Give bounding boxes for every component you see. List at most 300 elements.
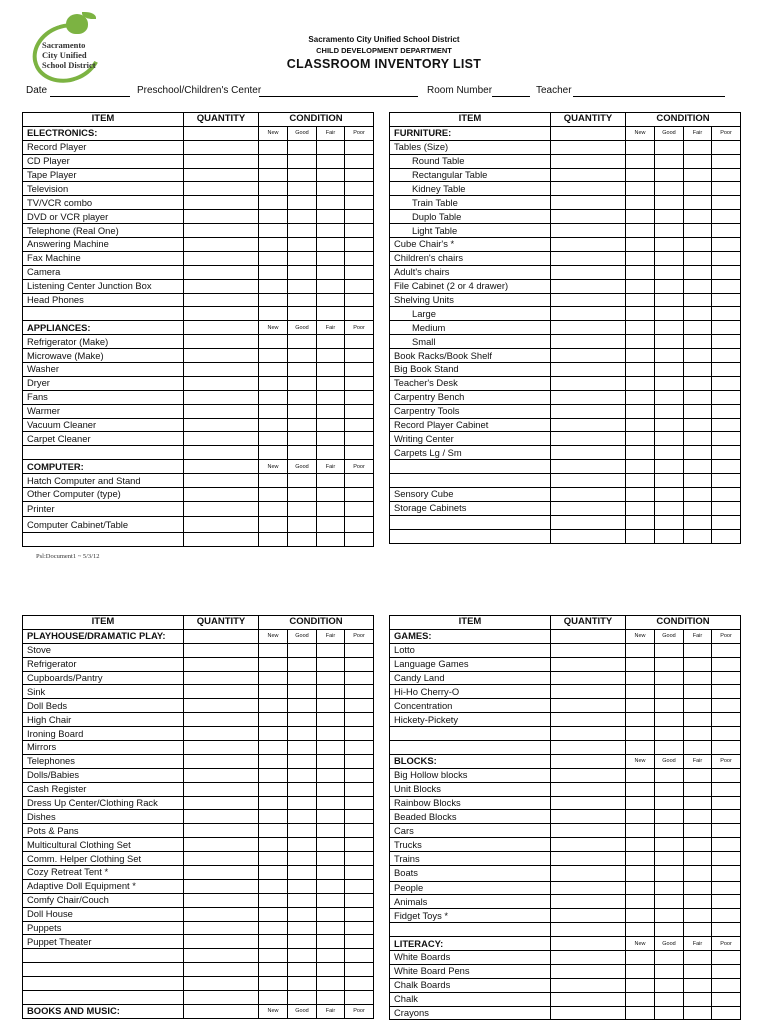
- quantity-cell[interactable]: [184, 796, 259, 810]
- condition-cell-fair[interactable]: [684, 404, 712, 418]
- condition-cell-new[interactable]: [259, 182, 288, 196]
- condition-cell-good[interactable]: [655, 349, 684, 363]
- condition-cell-good[interactable]: [288, 893, 317, 907]
- condition-cell-new[interactable]: [259, 907, 288, 921]
- quantity-cell[interactable]: [551, 279, 626, 293]
- condition-cell-good[interactable]: [288, 376, 317, 390]
- condition-cell-fair[interactable]: [317, 418, 345, 432]
- condition-cell-poor[interactable]: [345, 265, 374, 279]
- condition-cell-poor[interactable]: [712, 474, 741, 488]
- condition-cell-poor[interactable]: [712, 852, 741, 866]
- condition-cell-fair[interactable]: [684, 376, 712, 390]
- condition-cell-fair[interactable]: [684, 390, 712, 404]
- condition-cell-poor[interactable]: [345, 501, 374, 517]
- quantity-cell[interactable]: [184, 293, 259, 307]
- condition-cell-fair[interactable]: [684, 964, 712, 978]
- quantity-cell[interactable]: [551, 196, 626, 210]
- condition-cell-fair[interactable]: [684, 810, 712, 824]
- condition-cell-fair[interactable]: [317, 893, 345, 907]
- condition-cell-good[interactable]: [655, 307, 684, 321]
- quantity-cell[interactable]: [551, 335, 626, 349]
- quantity-cell[interactable]: [184, 852, 259, 866]
- condition-cell-poor[interactable]: [712, 210, 741, 224]
- condition-cell-new[interactable]: [259, 293, 288, 307]
- quantity-cell[interactable]: [184, 460, 259, 474]
- condition-cell-fair[interactable]: [317, 824, 345, 838]
- condition-cell-new[interactable]: [626, 363, 655, 377]
- condition-cell-new[interactable]: [259, 446, 288, 460]
- condition-cell-good[interactable]: [655, 446, 684, 460]
- condition-cell-poor[interactable]: [345, 432, 374, 446]
- condition-cell-poor[interactable]: [712, 881, 741, 895]
- condition-cell-new[interactable]: [626, 782, 655, 796]
- quantity-cell[interactable]: [184, 907, 259, 921]
- condition-cell-poor[interactable]: [345, 796, 374, 810]
- quantity-cell[interactable]: [184, 349, 259, 363]
- quantity-cell[interactable]: [184, 685, 259, 699]
- condition-cell-poor[interactable]: [345, 196, 374, 210]
- quantity-cell[interactable]: [551, 363, 626, 377]
- condition-cell-poor[interactable]: [712, 671, 741, 685]
- condition-cell-new[interactable]: [626, 376, 655, 390]
- condition-cell-poor[interactable]: [712, 224, 741, 238]
- quantity-cell[interactable]: [551, 293, 626, 307]
- condition-cell-new[interactable]: [259, 991, 288, 1005]
- condition-cell-new[interactable]: [626, 279, 655, 293]
- condition-cell-fair[interactable]: [684, 1006, 712, 1020]
- condition-cell-poor[interactable]: [345, 713, 374, 727]
- condition-cell-good[interactable]: [655, 699, 684, 713]
- quantity-cell[interactable]: [184, 699, 259, 713]
- quantity-cell[interactable]: [184, 376, 259, 390]
- condition-cell-good[interactable]: [288, 418, 317, 432]
- condition-cell-poor[interactable]: [712, 460, 741, 474]
- condition-cell-new[interactable]: [259, 935, 288, 949]
- condition-cell-good[interactable]: [288, 643, 317, 657]
- quantity-cell[interactable]: [551, 488, 626, 502]
- condition-cell-poor[interactable]: [712, 768, 741, 782]
- quantity-cell[interactable]: [551, 713, 626, 727]
- condition-cell-fair[interactable]: [684, 685, 712, 699]
- condition-cell-fair[interactable]: [317, 671, 345, 685]
- condition-cell-poor[interactable]: [345, 238, 374, 252]
- condition-cell-good[interactable]: [655, 432, 684, 446]
- condition-cell-new[interactable]: [259, 474, 288, 488]
- condition-cell-fair[interactable]: [684, 488, 712, 502]
- condition-cell-new[interactable]: [259, 643, 288, 657]
- condition-cell-new[interactable]: [626, 671, 655, 685]
- condition-cell-poor[interactable]: [712, 810, 741, 824]
- condition-cell-new[interactable]: [259, 921, 288, 935]
- condition-cell-fair[interactable]: [684, 950, 712, 964]
- condition-cell-good[interactable]: [655, 741, 684, 755]
- condition-cell-good[interactable]: [288, 307, 317, 321]
- condition-cell-new[interactable]: [626, 182, 655, 196]
- condition-cell-new[interactable]: [259, 977, 288, 991]
- condition-cell-poor[interactable]: [712, 376, 741, 390]
- condition-cell-poor[interactable]: [712, 699, 741, 713]
- condition-cell-good[interactable]: [655, 390, 684, 404]
- condition-cell-fair[interactable]: [317, 532, 345, 546]
- teacher-field[interactable]: [573, 96, 725, 97]
- quantity-cell[interactable]: [184, 963, 259, 977]
- condition-cell-fair[interactable]: [684, 460, 712, 474]
- quantity-cell[interactable]: [551, 349, 626, 363]
- condition-cell-new[interactable]: [626, 895, 655, 909]
- quantity-cell[interactable]: [184, 404, 259, 418]
- condition-cell-fair[interactable]: [317, 949, 345, 963]
- condition-cell-fair[interactable]: [684, 881, 712, 895]
- quantity-cell[interactable]: [184, 754, 259, 768]
- condition-cell-good[interactable]: [655, 810, 684, 824]
- condition-cell-new[interactable]: [626, 978, 655, 992]
- condition-cell-new[interactable]: [259, 307, 288, 321]
- condition-cell-poor[interactable]: [712, 992, 741, 1006]
- quantity-cell[interactable]: [551, 446, 626, 460]
- quantity-cell[interactable]: [551, 501, 626, 515]
- condition-cell-good[interactable]: [288, 532, 317, 546]
- condition-cell-fair[interactable]: [317, 921, 345, 935]
- quantity-cell[interactable]: [551, 782, 626, 796]
- condition-cell-new[interactable]: [626, 251, 655, 265]
- condition-cell-good[interactable]: [288, 154, 317, 168]
- condition-cell-fair[interactable]: [684, 321, 712, 335]
- condition-cell-fair[interactable]: [684, 768, 712, 782]
- condition-cell-fair[interactable]: [684, 432, 712, 446]
- quantity-cell[interactable]: [551, 224, 626, 238]
- condition-cell-poor[interactable]: [712, 1006, 741, 1020]
- quantity-cell[interactable]: [184, 671, 259, 685]
- condition-cell-fair[interactable]: [684, 196, 712, 210]
- condition-cell-good[interactable]: [655, 474, 684, 488]
- condition-cell-good[interactable]: [655, 768, 684, 782]
- quantity-cell[interactable]: [184, 838, 259, 852]
- condition-cell-good[interactable]: [288, 335, 317, 349]
- condition-cell-new[interactable]: [626, 909, 655, 923]
- quantity-cell[interactable]: [551, 251, 626, 265]
- condition-cell-poor[interactable]: [712, 501, 741, 515]
- condition-cell-good[interactable]: [655, 418, 684, 432]
- quantity-cell[interactable]: [184, 140, 259, 154]
- condition-cell-fair[interactable]: [684, 866, 712, 882]
- condition-cell-poor[interactable]: [712, 363, 741, 377]
- quantity-cell[interactable]: [551, 307, 626, 321]
- condition-cell-good[interactable]: [655, 950, 684, 964]
- condition-cell-good[interactable]: [288, 977, 317, 991]
- condition-cell-fair[interactable]: [317, 977, 345, 991]
- condition-cell-good[interactable]: [655, 238, 684, 252]
- condition-cell-new[interactable]: [626, 390, 655, 404]
- condition-cell-good[interactable]: [655, 224, 684, 238]
- quantity-cell[interactable]: [551, 126, 626, 140]
- quantity-cell[interactable]: [184, 768, 259, 782]
- quantity-cell[interactable]: [184, 879, 259, 893]
- quantity-cell[interactable]: [551, 265, 626, 279]
- condition-cell-good[interactable]: [655, 501, 684, 515]
- condition-cell-new[interactable]: [259, 196, 288, 210]
- condition-cell-poor[interactable]: [712, 182, 741, 196]
- condition-cell-good[interactable]: [655, 182, 684, 196]
- condition-cell-new[interactable]: [626, 321, 655, 335]
- condition-cell-poor[interactable]: [712, 265, 741, 279]
- quantity-cell[interactable]: [184, 741, 259, 755]
- quantity-cell[interactable]: [551, 727, 626, 741]
- condition-cell-fair[interactable]: [317, 182, 345, 196]
- condition-cell-new[interactable]: [259, 866, 288, 880]
- condition-cell-poor[interactable]: [712, 643, 741, 657]
- condition-cell-new[interactable]: [626, 881, 655, 895]
- quantity-cell[interactable]: [184, 991, 259, 1005]
- condition-cell-good[interactable]: [288, 196, 317, 210]
- condition-cell-good[interactable]: [655, 515, 684, 529]
- condition-cell-good[interactable]: [288, 474, 317, 488]
- condition-cell-good[interactable]: [655, 685, 684, 699]
- condition-cell-fair[interactable]: [684, 643, 712, 657]
- condition-cell-new[interactable]: [259, 517, 288, 533]
- condition-cell-new[interactable]: [259, 376, 288, 390]
- condition-cell-fair[interactable]: [684, 210, 712, 224]
- quantity-cell[interactable]: [551, 909, 626, 923]
- quantity-cell[interactable]: [184, 418, 259, 432]
- quantity-cell[interactable]: [551, 474, 626, 488]
- condition-cell-poor[interactable]: [712, 196, 741, 210]
- condition-cell-poor[interactable]: [712, 838, 741, 852]
- condition-cell-good[interactable]: [655, 321, 684, 335]
- condition-cell-poor[interactable]: [345, 532, 374, 546]
- condition-cell-fair[interactable]: [317, 363, 345, 377]
- condition-cell-new[interactable]: [626, 224, 655, 238]
- condition-cell-poor[interactable]: [712, 923, 741, 937]
- quantity-cell[interactable]: [184, 824, 259, 838]
- condition-cell-good[interactable]: [655, 404, 684, 418]
- condition-cell-poor[interactable]: [712, 335, 741, 349]
- condition-cell-fair[interactable]: [317, 224, 345, 238]
- condition-cell-poor[interactable]: [345, 446, 374, 460]
- condition-cell-good[interactable]: [288, 488, 317, 502]
- condition-cell-good[interactable]: [288, 949, 317, 963]
- date-field[interactable]: [50, 96, 130, 97]
- condition-cell-new[interactable]: [626, 727, 655, 741]
- quantity-cell[interactable]: [184, 335, 259, 349]
- condition-cell-poor[interactable]: [712, 154, 741, 168]
- condition-cell-poor[interactable]: [712, 432, 741, 446]
- condition-cell-new[interactable]: [626, 335, 655, 349]
- condition-cell-poor[interactable]: [712, 978, 741, 992]
- condition-cell-good[interactable]: [655, 796, 684, 810]
- condition-cell-poor[interactable]: [712, 727, 741, 741]
- condition-cell-good[interactable]: [655, 782, 684, 796]
- condition-cell-good[interactable]: [288, 741, 317, 755]
- condition-cell-new[interactable]: [626, 796, 655, 810]
- condition-cell-good[interactable]: [288, 838, 317, 852]
- condition-cell-poor[interactable]: [712, 349, 741, 363]
- condition-cell-new[interactable]: [259, 532, 288, 546]
- condition-cell-new[interactable]: [259, 852, 288, 866]
- quantity-cell[interactable]: [184, 657, 259, 671]
- condition-cell-new[interactable]: [626, 349, 655, 363]
- quantity-cell[interactable]: [184, 265, 259, 279]
- condition-cell-good[interactable]: [288, 991, 317, 1005]
- condition-cell-good[interactable]: [655, 978, 684, 992]
- condition-cell-new[interactable]: [259, 893, 288, 907]
- condition-cell-poor[interactable]: [345, 307, 374, 321]
- quantity-cell[interactable]: [551, 923, 626, 937]
- condition-cell-new[interactable]: [259, 838, 288, 852]
- condition-cell-fair[interactable]: [317, 293, 345, 307]
- condition-cell-poor[interactable]: [345, 210, 374, 224]
- condition-cell-good[interactable]: [288, 432, 317, 446]
- condition-cell-poor[interactable]: [345, 293, 374, 307]
- condition-cell-fair[interactable]: [684, 699, 712, 713]
- condition-cell-poor[interactable]: [345, 754, 374, 768]
- quantity-cell[interactable]: [184, 893, 259, 907]
- quantity-cell[interactable]: [551, 964, 626, 978]
- condition-cell-poor[interactable]: [345, 963, 374, 977]
- condition-cell-good[interactable]: [288, 279, 317, 293]
- center-field[interactable]: [259, 96, 418, 97]
- quantity-cell[interactable]: [551, 140, 626, 154]
- quantity-cell[interactable]: [551, 390, 626, 404]
- condition-cell-new[interactable]: [259, 501, 288, 517]
- condition-cell-fair[interactable]: [317, 376, 345, 390]
- condition-cell-new[interactable]: [259, 727, 288, 741]
- condition-cell-fair[interactable]: [317, 335, 345, 349]
- quantity-cell[interactable]: [184, 532, 259, 546]
- quantity-cell[interactable]: [551, 796, 626, 810]
- condition-cell-poor[interactable]: [712, 321, 741, 335]
- condition-cell-fair[interactable]: [684, 418, 712, 432]
- condition-cell-fair[interactable]: [317, 810, 345, 824]
- condition-cell-new[interactable]: [259, 210, 288, 224]
- quantity-cell[interactable]: [551, 671, 626, 685]
- condition-cell-poor[interactable]: [345, 643, 374, 657]
- condition-cell-good[interactable]: [655, 376, 684, 390]
- condition-cell-good[interactable]: [655, 881, 684, 895]
- condition-cell-poor[interactable]: [712, 964, 741, 978]
- condition-cell-fair[interactable]: [317, 657, 345, 671]
- quantity-cell[interactable]: [184, 866, 259, 880]
- condition-cell-poor[interactable]: [345, 699, 374, 713]
- condition-cell-fair[interactable]: [317, 796, 345, 810]
- condition-cell-new[interactable]: [626, 643, 655, 657]
- condition-cell-poor[interactable]: [345, 810, 374, 824]
- condition-cell-good[interactable]: [288, 390, 317, 404]
- condition-cell-fair[interactable]: [317, 446, 345, 460]
- condition-cell-new[interactable]: [259, 824, 288, 838]
- quantity-cell[interactable]: [184, 126, 259, 140]
- quantity-cell[interactable]: [184, 713, 259, 727]
- quantity-cell[interactable]: [551, 741, 626, 755]
- condition-cell-poor[interactable]: [712, 796, 741, 810]
- condition-cell-fair[interactable]: [684, 293, 712, 307]
- quantity-cell[interactable]: [551, 657, 626, 671]
- quantity-cell[interactable]: [184, 446, 259, 460]
- condition-cell-fair[interactable]: [684, 782, 712, 796]
- condition-cell-good[interactable]: [288, 140, 317, 154]
- condition-cell-new[interactable]: [259, 418, 288, 432]
- condition-cell-new[interactable]: [259, 488, 288, 502]
- condition-cell-good[interactable]: [288, 265, 317, 279]
- condition-cell-new[interactable]: [626, 488, 655, 502]
- condition-cell-new[interactable]: [626, 210, 655, 224]
- quantity-cell[interactable]: [184, 154, 259, 168]
- quantity-cell[interactable]: [184, 629, 259, 643]
- condition-cell-new[interactable]: [259, 963, 288, 977]
- condition-cell-fair[interactable]: [317, 501, 345, 517]
- condition-cell-new[interactable]: [626, 824, 655, 838]
- quantity-cell[interactable]: [184, 390, 259, 404]
- quantity-cell[interactable]: [551, 810, 626, 824]
- quantity-cell[interactable]: [184, 210, 259, 224]
- condition-cell-good[interactable]: [655, 923, 684, 937]
- condition-cell-new[interactable]: [626, 404, 655, 418]
- quantity-cell[interactable]: [184, 279, 259, 293]
- condition-cell-fair[interactable]: [684, 335, 712, 349]
- condition-cell-poor[interactable]: [712, 307, 741, 321]
- condition-cell-new[interactable]: [626, 265, 655, 279]
- condition-cell-new[interactable]: [259, 810, 288, 824]
- condition-cell-good[interactable]: [288, 866, 317, 880]
- condition-cell-new[interactable]: [259, 251, 288, 265]
- condition-cell-good[interactable]: [288, 168, 317, 182]
- condition-cell-fair[interactable]: [684, 838, 712, 852]
- condition-cell-poor[interactable]: [345, 879, 374, 893]
- condition-cell-new[interactable]: [626, 529, 655, 543]
- condition-cell-fair[interactable]: [317, 307, 345, 321]
- condition-cell-poor[interactable]: [345, 363, 374, 377]
- condition-cell-new[interactable]: [259, 363, 288, 377]
- quantity-cell[interactable]: [184, 935, 259, 949]
- condition-cell-fair[interactable]: [684, 824, 712, 838]
- quantity-cell[interactable]: [184, 432, 259, 446]
- condition-cell-new[interactable]: [626, 238, 655, 252]
- condition-cell-good[interactable]: [655, 671, 684, 685]
- quantity-cell[interactable]: [551, 629, 626, 643]
- condition-cell-new[interactable]: [626, 418, 655, 432]
- condition-cell-poor[interactable]: [712, 515, 741, 529]
- condition-cell-fair[interactable]: [684, 140, 712, 154]
- condition-cell-good[interactable]: [655, 154, 684, 168]
- condition-cell-good[interactable]: [288, 907, 317, 921]
- condition-cell-poor[interactable]: [345, 949, 374, 963]
- quantity-cell[interactable]: [184, 1004, 259, 1018]
- condition-cell-poor[interactable]: [345, 224, 374, 238]
- condition-cell-fair[interactable]: [317, 488, 345, 502]
- condition-cell-good[interactable]: [655, 713, 684, 727]
- condition-cell-fair[interactable]: [684, 363, 712, 377]
- condition-cell-fair[interactable]: [317, 852, 345, 866]
- condition-cell-new[interactable]: [259, 657, 288, 671]
- condition-cell-fair[interactable]: [317, 879, 345, 893]
- condition-cell-good[interactable]: [288, 685, 317, 699]
- condition-cell-good[interactable]: [288, 657, 317, 671]
- condition-cell-new[interactable]: [259, 349, 288, 363]
- quantity-cell[interactable]: [184, 251, 259, 265]
- condition-cell-poor[interactable]: [712, 685, 741, 699]
- condition-cell-poor[interactable]: [345, 168, 374, 182]
- condition-cell-fair[interactable]: [317, 265, 345, 279]
- condition-cell-fair[interactable]: [317, 404, 345, 418]
- condition-cell-poor[interactable]: [712, 713, 741, 727]
- quantity-cell[interactable]: [551, 699, 626, 713]
- quantity-cell[interactable]: [551, 881, 626, 895]
- condition-cell-good[interactable]: [288, 713, 317, 727]
- condition-cell-poor[interactable]: [712, 418, 741, 432]
- condition-cell-poor[interactable]: [712, 488, 741, 502]
- condition-cell-poor[interactable]: [345, 154, 374, 168]
- condition-cell-new[interactable]: [626, 1006, 655, 1020]
- condition-cell-poor[interactable]: [712, 238, 741, 252]
